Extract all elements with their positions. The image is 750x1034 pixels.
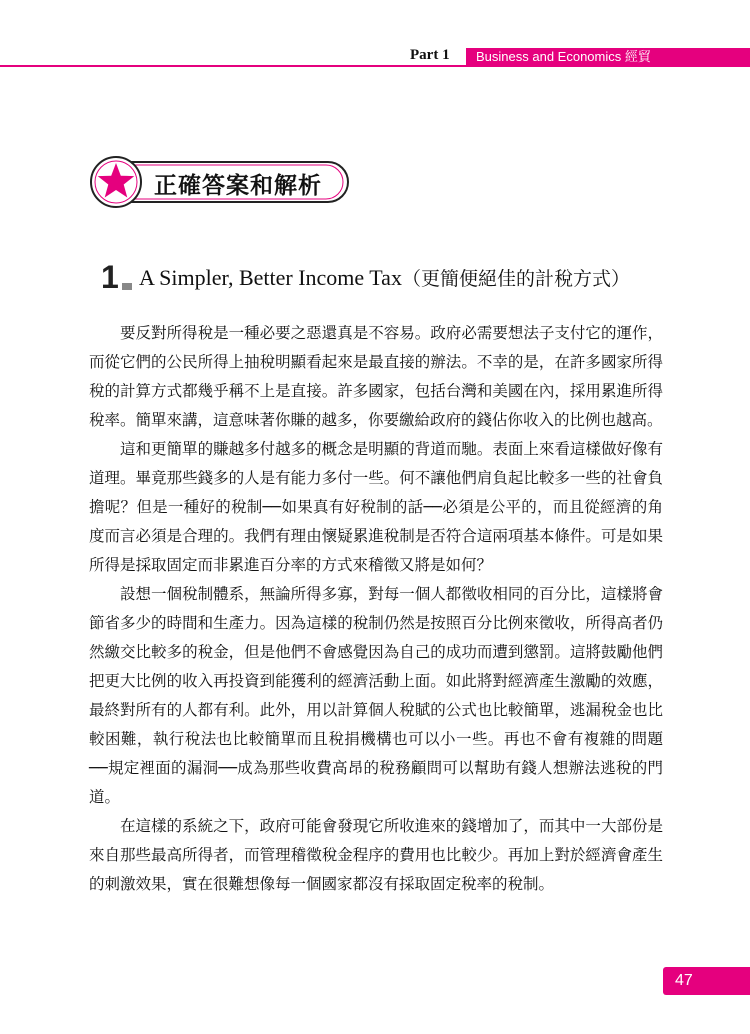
article-number: 1 [101,259,119,295]
article-title [139,264,630,291]
article-number-bar [122,283,132,290]
badge-title: 正確答案和解析 [154,173,322,199]
header-part-label: Part 1 [410,47,450,63]
paragraph: 在這樣的系統之下，政府可能會發現它所收進來的錢增加了，而其中一大部份是來自那些最高所得者，而管理稽徵稅金程序的費用也比較少。再加上對於經濟會產生的刺激效果，實在很難想像每一個國家都沒有採取固定稅率的稅制。 [89,817,663,893]
paragraph: 設想一個稅制體系，無論所得多寡，對每一個人都徵收相同的百分比，這樣將會節省多少的時間和生產力。因為這樣的稅制仍然是按照百分比例來徵收，所得高者仍然繳交比較多的稅金，但是他們不會感覺因為自己的成功而遭到懲罰。這將鼓勵他們把更大比例的收入再投資到能獲利的經濟活動上面。如此將對經濟產生激勵的效應，最終對所有的人都有利。此外，用以計算個人稅賦的公式也比較簡單，逃漏稅金也比較困難，執行稅法也比較簡單而且稅捐機構也可以小一些。再也不會有複雜的問題──規定裡面的漏洞──成為那些收費高昂的稅務顧問可以幫助有錢人想辦法逃稅的門道。 [89,585,663,806]
article-title-en: A Simpler, Better Income Tax [139,265,402,290]
header-section-label: Business and Economics 經貿 [466,48,750,66]
paragraph: 這和更簡單的賺越多付越多的概念是明顯的背道而馳。表面上來看這樣做好像有道理。畢竟那些錢多的人是有能力多付一些。何不讓他們肩負起比較多一些的社會負擔呢？但是一種好的稅制──如果真有好稅制的話──必須是公平的，而且從經濟的角度而言必須是合理的。我們有理由懷疑累進稅制是否符合這兩項基本條件。可是如果所得是採取固定而非累進百分率的方式來稽徵又將是如何？ [89,440,663,574]
article-body [89,319,663,899]
header-divider [0,65,750,67]
paragraph: 要反對所得稅是一種必要之惡還真是不容易。政府必需要想法子支付它的運作，而從它們的公民所得上抽稅明顯看起來是最直接的辦法。不幸的是，在許多國家所得稅的計算方式都幾乎稱不上是直接。許多國家，包括台灣和美國在內，採用累進所得稅率。簡單來講，這意味著你賺的越多，你要繳給政府的錢佔你收入的比例也越高。 [89,324,663,429]
page-number: 47 [663,967,750,995]
answers-badge [90,156,352,208]
article-title-zh: （更簡便絕佳的計稅方式） [401,268,630,290]
